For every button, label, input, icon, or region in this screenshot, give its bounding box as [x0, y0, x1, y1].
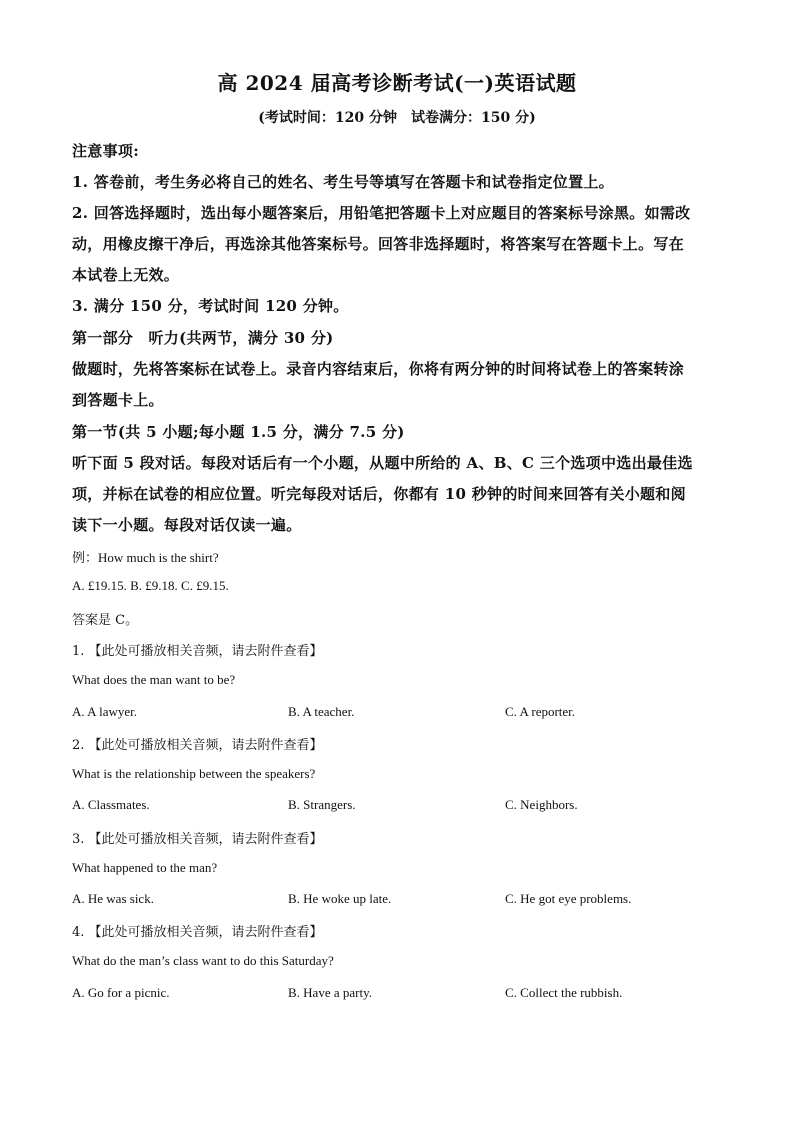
option-a: A. Go for a picnic.	[72, 985, 170, 1000]
example-options: A. £19.15. B. £9.18. C. £9.15.	[72, 578, 229, 593]
note-line: 2. 回答选择题时，选出每小题答案后，用铅笔把答题卡上对应题目的答案标号涂黑。如需改	[72, 204, 691, 222]
option-b: B. Strangers.	[288, 797, 356, 812]
part1-instruction-line: 做题时，先将答案标在试卷上。录音内容结束后，你将有两分钟的时间将试卷上的答案转涂	[72, 360, 685, 378]
example-answer: 答案是 C。	[72, 613, 139, 628]
audio-note: 4. 【此处可播放相关音频，请去附件查看】	[72, 925, 323, 940]
note-line: 3. 满分 150 分，考试时间 120 分钟。	[72, 297, 349, 315]
option-a: A. He was sick.	[72, 891, 154, 906]
example-question: 例：How much is the shirt?	[72, 550, 219, 565]
note-line: 动，用橡皮擦干净后，再选涂其他答案标号。回答非选择题时，将答案写在答题卡上。写在	[72, 235, 685, 253]
option-b: B. A teacher.	[288, 704, 355, 719]
part1-instruction-line: 到答题卡上。	[72, 391, 164, 409]
section1-instruction-line: 读下一小题。每段对话仅读一遍。	[72, 516, 302, 534]
option-c: C. He got eye problems.	[505, 891, 632, 906]
option-c: C. Neighbors.	[505, 797, 578, 812]
option-a: A. A lawyer.	[72, 704, 137, 719]
note-line: 本试卷上无效。	[72, 266, 180, 284]
section1-heading: 第一节(共 5 小题;每小题 1.5 分，满分 7.5 分)	[72, 423, 405, 441]
audio-note: 2. 【此处可播放相关音频，请去附件查看】	[72, 738, 323, 753]
option-b: B. He woke up late.	[288, 891, 392, 906]
question-text: What happened to the man?	[72, 860, 218, 875]
option-b: B. Have a party.	[288, 985, 372, 1000]
note-line: 1. 答卷前，考生务必将自己的姓名、考生号等填写在答题卡和试卷指定位置上。	[72, 173, 614, 191]
question-text: What does the man want to be?	[72, 672, 236, 687]
question-text: What is the relationship between the speakers?	[72, 766, 316, 781]
option-c: C. A reporter.	[505, 704, 576, 719]
option-c: C. Collect the rubbish.	[505, 985, 623, 1000]
audio-note: 1. 【此处可播放相关音频，请去附件查看】	[72, 644, 323, 659]
part1-heading: 第一部分 听力(共两节，满分 30 分)	[72, 329, 334, 347]
audio-note: 3. 【此处可播放相关音频，请去附件查看】	[72, 832, 323, 847]
section1-instruction-line: 听下面 5 段对话。每段对话后有一个小题，从题中所给的 A、B、C 三个选项中选出最佳选	[72, 454, 693, 472]
exam-info: (考试时间：120 分钟 试卷满分：150 分)	[258, 110, 536, 126]
option-a: A. Classmates.	[72, 797, 150, 812]
question-text: What do the man’s class want to do this Saturday?	[72, 953, 334, 968]
notes-heading: 注意事项:	[72, 142, 140, 160]
page-title: 高 2024 届高考诊断考试(一)英语试题	[217, 71, 577, 95]
section1-instruction-line: 项，并标在试卷的相应位置。听完每段对话后，你都有 10 秒钟的时间来回答有关小题和阅	[72, 485, 686, 503]
